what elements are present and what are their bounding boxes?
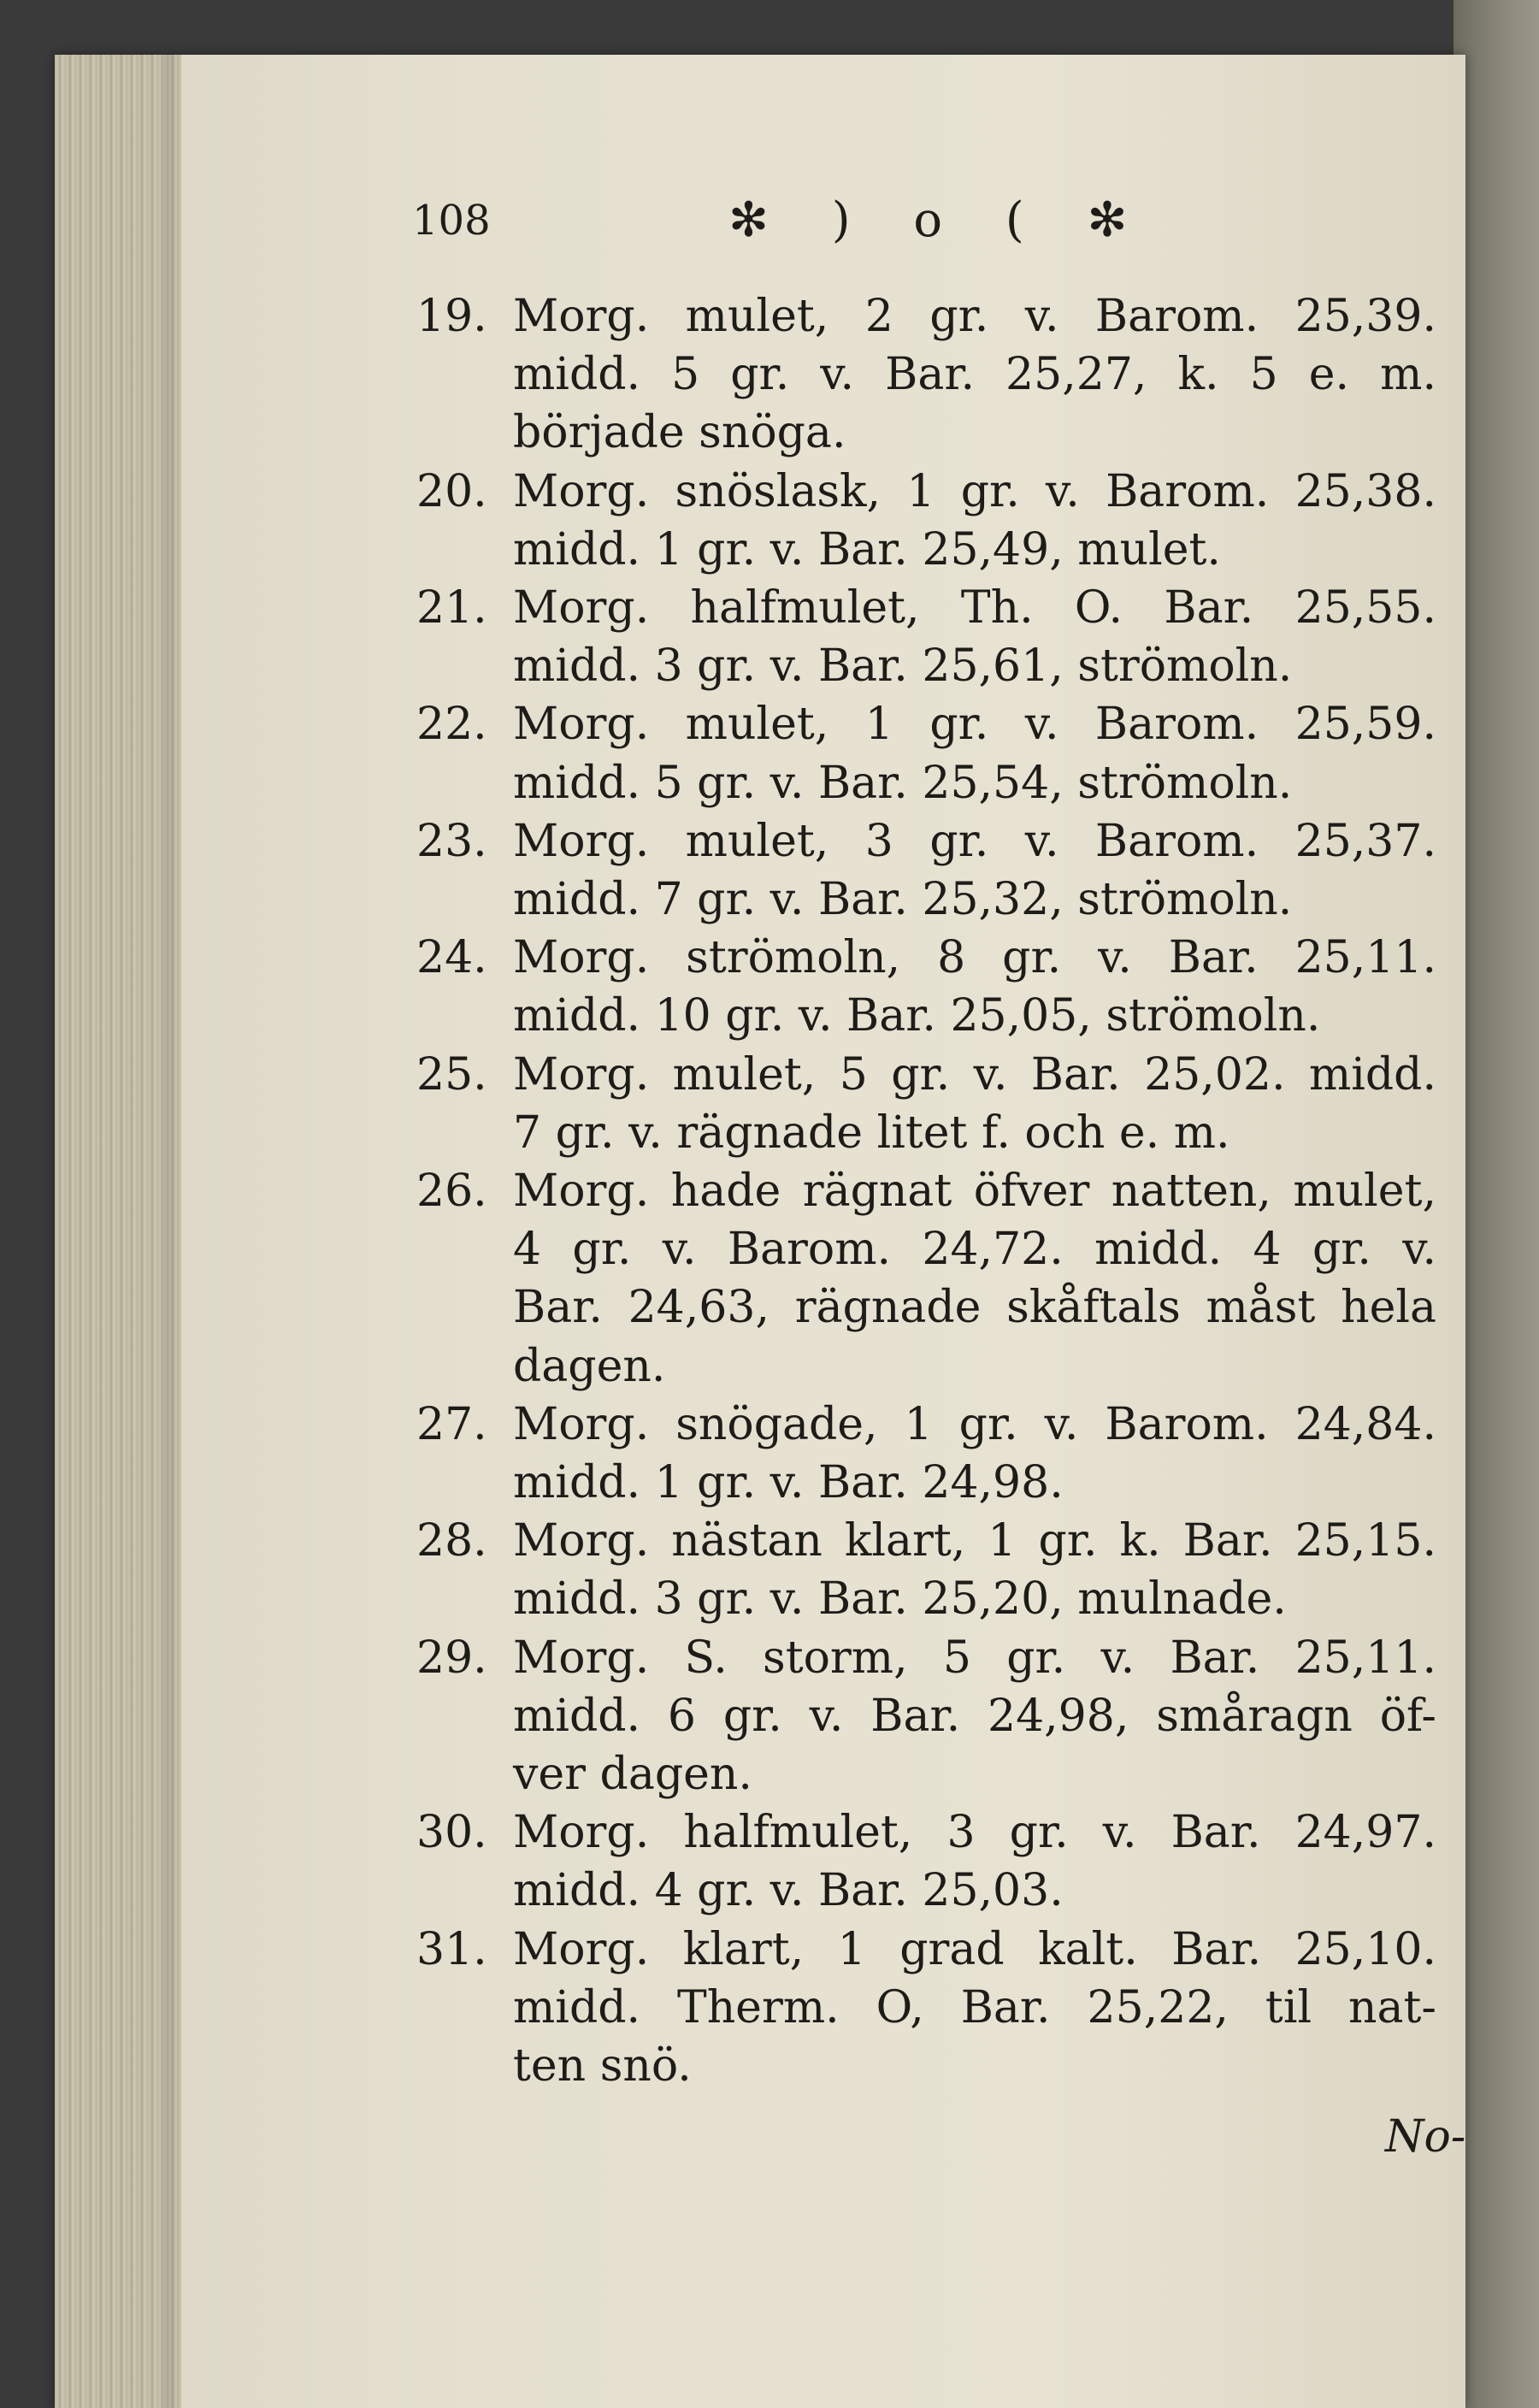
catchword: No- [1385, 2111, 1466, 2163]
entry-text: midd. 4 gr. v. Bar. 25,03. [513, 1865, 1064, 1917]
entry-line [0, 870, 1539, 930]
entry-text: Morg. klart, 1 grad kalt. Bar. 25,10. [513, 1923, 1436, 1975]
entry-text: midd. 3 gr. v. Bar. 25,20, mulnade. [513, 1573, 1287, 1626]
entry-line [0, 1453, 1539, 1513]
entry-text: Morg. S. storm, 5 gr. v. Bar. 25,11. [513, 1632, 1436, 1684]
header-ornament: ✻ ) o ( ✻ [728, 192, 1152, 248]
entry-text: midd. 1 gr. v. Bar. 25,49, mulet. [513, 523, 1221, 575]
entry-day-number: 21. [416, 582, 487, 634]
entry-text: midd. 5 gr. v. Bar. 25,54, strömoln. [513, 757, 1293, 809]
entry-text: Morg. mulet, 1 gr. v. Barom. 25,59. [513, 699, 1436, 751]
entry-day-number: 23. [416, 815, 487, 867]
entry-line [0, 403, 1539, 463]
entry-text: Bar. 24,63, rägnade skåftals måst hela [513, 1282, 1436, 1334]
entry-text: Morg. snögade, 1 gr. v. Barom. 24,84. [513, 1398, 1436, 1450]
entry-line [0, 1978, 1539, 2038]
entry-line [0, 2036, 1539, 2096]
entry-line [0, 812, 1539, 871]
entry-text: midd. Therm. O, Bar. 25,22, til nat- [513, 1981, 1436, 2033]
entry-day-number: 29. [416, 1632, 487, 1684]
entry-line [0, 986, 1539, 1046]
entry-text: Morg. snöslask, 1 gr. v. Barom. 25,38. [513, 465, 1436, 517]
entry-line [0, 1920, 1539, 1980]
entry-day-number: 27. [416, 1398, 487, 1450]
entry-text: började snöga. [513, 407, 846, 459]
entry-line [0, 345, 1539, 404]
entry-day-number: 25. [416, 1048, 487, 1101]
entry-text: midd. 7 gr. v. Bar. 25,32, strömoln. [513, 874, 1293, 925]
entry-day-number: 28. [416, 1515, 487, 1567]
entry-text: dagen. [513, 1340, 666, 1392]
entry-line [0, 636, 1539, 696]
entry-line [0, 1803, 1539, 1862]
entry-text: Morg. mulet, 3 gr. v. Barom. 25,37. [513, 815, 1436, 867]
entry-text: Morg. nästan klart, 1 gr. k. Bar. 25,15. [513, 1515, 1436, 1567]
entry-line [0, 1278, 1539, 1337]
entry-text: Morg. hade rägnat öfver natten, mulet, [513, 1166, 1436, 1217]
entry-line [0, 1045, 1539, 1105]
entry-text: Morg. mulet, 5 gr. v. Bar. 25,02. midd. [513, 1048, 1436, 1101]
entry-day-number: 24. [416, 932, 487, 984]
entry-line [0, 694, 1539, 754]
entry-text: midd. 1 gr. v. Bar. 24,98. [513, 1457, 1064, 1508]
entry-line [0, 520, 1539, 580]
entry-line [0, 1103, 1539, 1163]
entry-line [0, 578, 1539, 638]
entry-day-number: 22. [416, 699, 487, 751]
entry-day-number: 31. [416, 1923, 487, 1975]
entry-day-number: 26. [416, 1166, 487, 1217]
entry-line [0, 286, 1539, 346]
entry-line [0, 1569, 1539, 1629]
entry-line [0, 753, 1539, 813]
entry-line [0, 928, 1539, 988]
entry-text: Morg. halfmulet, 3 gr. v. Bar. 24,97. [513, 1807, 1436, 1859]
entry-line [0, 1511, 1539, 1571]
entry-day-number: 20. [416, 465, 487, 517]
entry-text: ver dagen. [513, 1749, 752, 1800]
entry-line [0, 1219, 1539, 1279]
entry-text: midd. 10 gr. v. Bar. 25,05, strömoln. [513, 990, 1321, 1042]
entry-day-number: 19. [416, 291, 487, 342]
entry-line [0, 1686, 1539, 1746]
entry-line [0, 1395, 1539, 1455]
entry-line [0, 1744, 1539, 1804]
entry-text: midd. 5 gr. v. Bar. 25,27, k. 5 e. m. [513, 349, 1436, 401]
entry-line [0, 462, 1539, 522]
entry-line [0, 1337, 1539, 1396]
entry-day-number: 30. [416, 1807, 487, 1859]
page-number: 108 [412, 197, 491, 245]
entry-text: 7 gr. v. rägnade litet f. och e. m. [513, 1107, 1230, 1159]
entry-text: ten snö. [513, 2040, 692, 2092]
entry-line [0, 1861, 1539, 1921]
entry-text: Morg. mulet, 2 gr. v. Barom. 25,39. [513, 291, 1436, 342]
entry-line [0, 1628, 1539, 1688]
entry-text: midd. 6 gr. v. Bar. 24,98, småragn öf- [513, 1690, 1436, 1742]
entry-text: Morg. strömoln, 8 gr. v. Bar. 25,11. [513, 932, 1436, 984]
entry-line [0, 1161, 1539, 1221]
entry-text: midd. 3 gr. v. Bar. 25,61, strömoln. [513, 640, 1293, 693]
entry-text: 4 gr. v. Barom. 24,72. midd. 4 gr. v. [513, 1224, 1436, 1276]
entry-text: Morg. halfmulet, Th. O. Bar. 25,55. [513, 582, 1436, 634]
